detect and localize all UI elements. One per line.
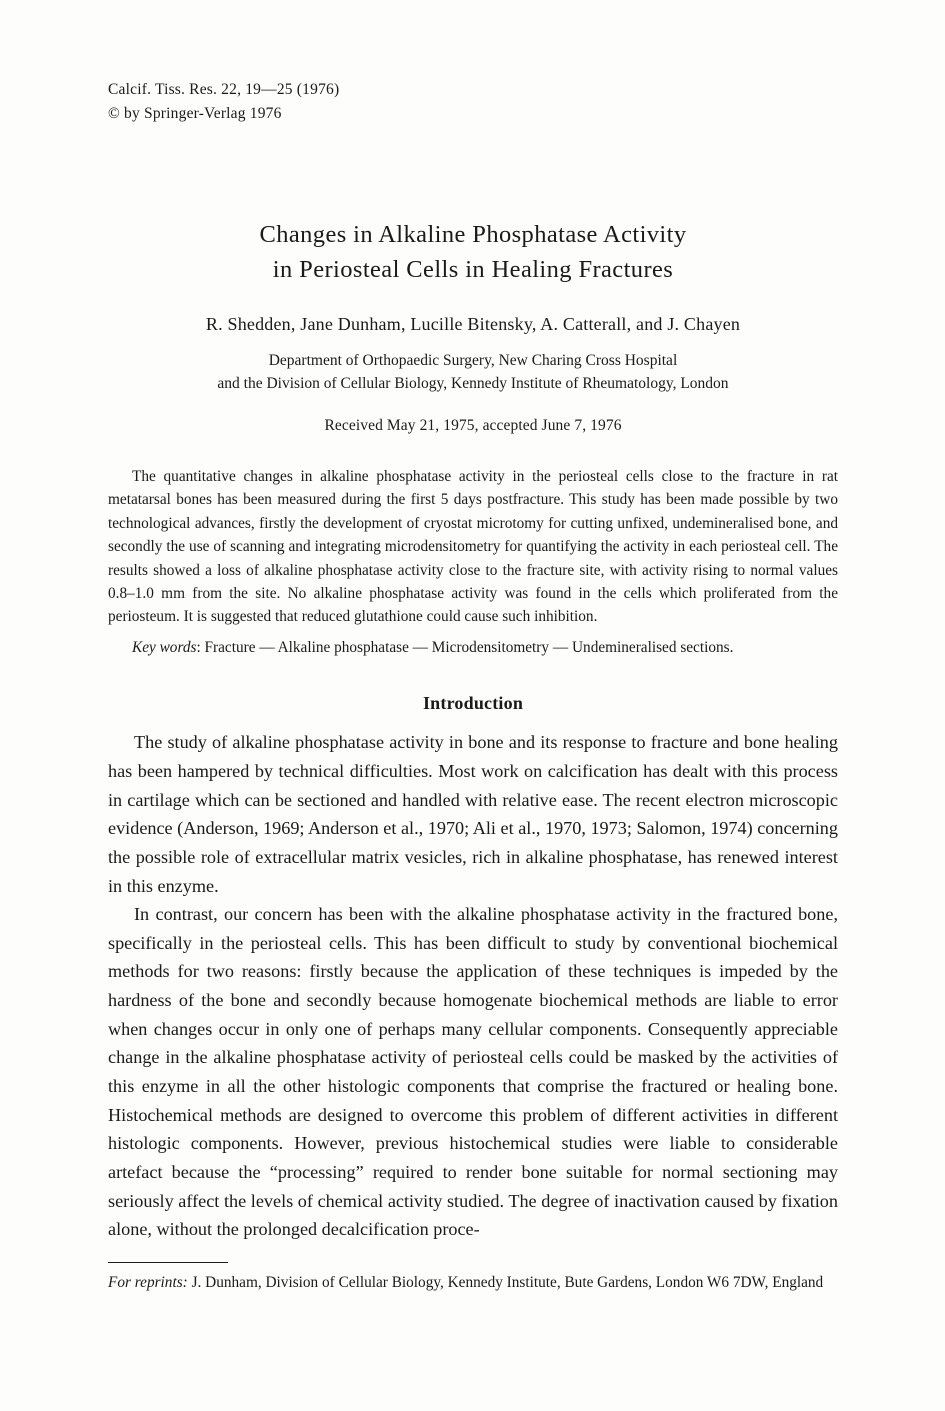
affiliation-line-1: Department of Orthopaedic Surgery, New Charing Cross Hospital bbox=[268, 351, 678, 369]
journal-reference bbox=[108, 78, 838, 126]
keywords-label: Key words bbox=[132, 638, 197, 656]
journal-copyright-line: © by Springer-Verlag 1976 bbox=[108, 105, 282, 123]
keywords-text: : Fracture — Alkaline phosphatase — Microdensitometry — Undemineralised sections. bbox=[196, 638, 734, 656]
abstract-paragraph: The quantitative changes in alkaline phosphatase activity in the periosteal cells close to the fracture in rat metatarsal bones has been measured during the first 5 days postfracture. This study has been made possible by two technological advances, firstly the development of cryostat microtomy for cutting unfixed, undemineralised bone, and secondly the use of scanning and integrating microdensitometry for quantifying the activity in each periosteal cell. The results showed a loss of alkaline phosphatase activity close to the fracture site, with activity rising to normal values 0.8–1.0 mm from the site. No alkaline phosphatase activity was found in the cells which proliferated from the periosteum. It is suggested that reduced glutathione could cause such inhibition. bbox=[108, 468, 838, 626]
title-line-2: in Periosteal Cells in Healing Fractures bbox=[272, 255, 674, 283]
footnote-label: For reprints: bbox=[108, 1274, 188, 1292]
footnote bbox=[108, 1272, 838, 1295]
introduction-paragraph-2: In contrast, our concern has been with the alkaline phosphatase activity in the fractured bone, specifically in the periosteal cells. This has been difficult to study by conventional biochemical methods for two reasons: firstly because the application of these techniques is impeded by the hardness of the bone and secondly because homogenate biochemical methods are liable to error when changes occur in only one of perhaps many cellular components. Consequently appreciable change in the alkaline phosphatase activity of periosteal cells could be masked by the activities of this enzyme in all the other histologic components that comprise the fractured or healing bone. Histochemical methods are designed to overcome this problem of different activities in different histologic components. However, previous histochemical studies were liable to considerable artefact because the “processing” required to render bone suitable for normal sectioning may seriously affect the levels of chemical activity studied. The degree of inactivation caused by fixation alone, without the prolonged decalcification proce- bbox=[108, 904, 838, 1240]
journal-citation-line: Calcif. Tiss. Res. 22, 19—25 (1976) bbox=[108, 81, 340, 98]
page-content bbox=[108, 78, 838, 1295]
section-heading-introduction: Introduction bbox=[422, 693, 524, 714]
author-list: R. Shedden, Jane Dunham, Lucille Bitensky, A. Catterall, and J. Chayen bbox=[205, 313, 741, 334]
received-date: Received May 21, 1975, accepted June 7, 1976 bbox=[324, 417, 622, 435]
footnote-divider bbox=[108, 1262, 228, 1263]
keywords bbox=[108, 636, 838, 659]
affiliation-line-2: and the Division of Cellular Biology, Kennedy Institute of Rheumatology, London bbox=[217, 374, 729, 392]
introduction-body bbox=[108, 728, 838, 1244]
affiliation bbox=[108, 349, 838, 396]
article-title bbox=[108, 218, 838, 288]
abstract bbox=[108, 465, 838, 629]
title-line-1: Changes in Alkaline Phosphatase Activity bbox=[259, 221, 687, 249]
footnote-text: J. Dunham, Division of Cellular Biology, Kennedy Institute, Bute Gardens, London W6 7DW, England bbox=[187, 1274, 824, 1292]
introduction-paragraph-1: The study of alkaline phosphatase activity in bone and its response to fracture and bone healing has been hampered by technical difficulties. Most work on calcification has dealt with this process in cartilage which can be sectioned and handled with relative ease. The recent electron microscopic evidence (Anderson, 1969; Anderson et al., 1970; Ali et al., 1970, 1973; Salomon, 1974) concerning the possible role of extracellular matrix vesicles, rich in alkaline phosphatase, has renewed interest in this enzyme. bbox=[108, 732, 838, 896]
